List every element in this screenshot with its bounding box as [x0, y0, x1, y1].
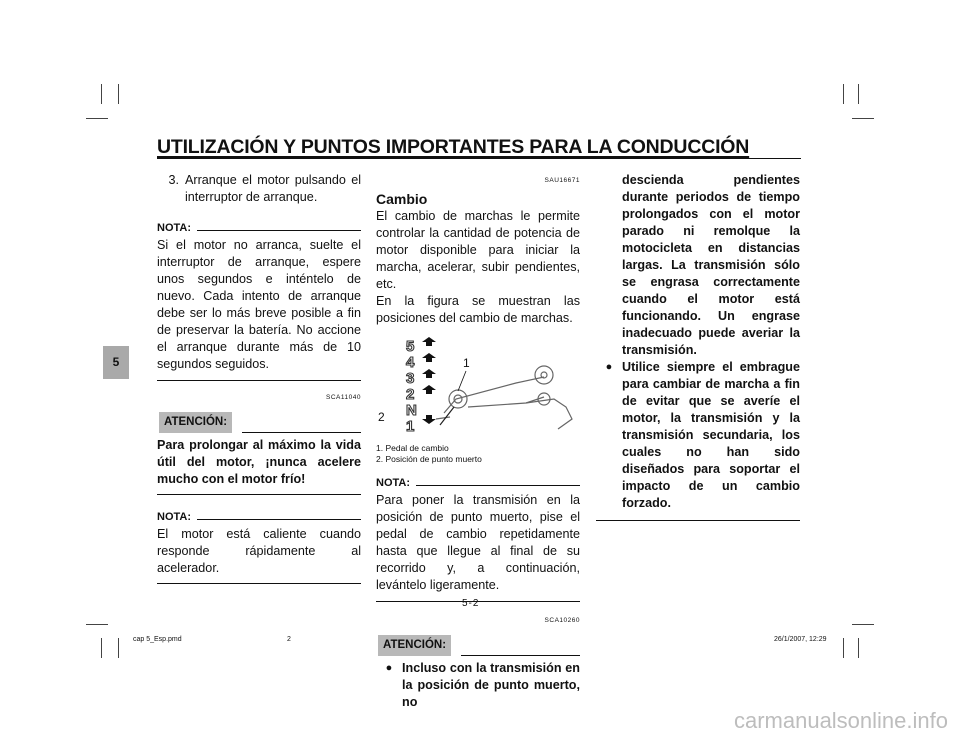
section-code: SAU16671 [544, 177, 580, 184]
bullet-text: descienda pendientes durante periodos de tiempo prolongados con el motor parado ni remolque la motocicleta en distancias largas. La transmisión sólo se engrasa correctamente cuando el motor está funcionando. Un engrase inadecuado puede averiar la transmisión. [622, 173, 800, 357]
page-title: UTILIZACIÓN Y PUNTOS IMPORTANTES PARA LA CONDUCCIÓN [157, 136, 750, 158]
bullet-text: Incluso con la transmisión en la posición de punto muerto, no [402, 661, 580, 709]
note-header [157, 220, 361, 237]
gear-label: N [406, 402, 417, 419]
note-header [157, 509, 361, 526]
crop-mark [858, 84, 859, 104]
footer-page: 2 [287, 636, 291, 643]
column-2 [376, 172, 580, 711]
caption-2: 2. Posición de punto muerto [376, 454, 482, 464]
callout-1: 1 [463, 356, 470, 370]
up-arrow-icon [422, 369, 436, 378]
gear-shift-figure [376, 333, 580, 437]
caution-label: ATENCIÓN: [159, 412, 232, 433]
page-number: 5-2 [462, 598, 480, 609]
step-text: Arranque el motor pulsando el interruptor de arranque. [185, 173, 361, 204]
step-item [157, 172, 361, 206]
note-header [376, 475, 580, 492]
caution-code: SCA11040 [326, 394, 361, 401]
note-rule [197, 230, 361, 231]
up-arrow-icon [422, 353, 436, 362]
caution-bullet-continued [596, 172, 800, 359]
note-text: El motor está caliente cuando responde rápidamente al acelerador. [157, 527, 361, 575]
caution-header [157, 412, 361, 433]
gear-label: 2 [406, 386, 415, 403]
crop-mark [843, 84, 844, 104]
caution-rule [461, 655, 580, 656]
chapter-tab: 5 [103, 346, 129, 379]
crop-mark [86, 118, 108, 119]
bullet-icon: ● [605, 361, 613, 373]
bullet-text: Utilice siempre el embrague para cambiar de marcha a fin de evitar que se averíe el motor, la transmisión y la transmisión secundaria, los cuales no han sido diseñados para soportar el impacto de un cambio forzado. [622, 360, 800, 510]
note-label: NOTA: [376, 477, 411, 489]
gear-label: 1 [406, 418, 415, 435]
footer-date: 26/1/2007, 12:29 [774, 636, 827, 643]
callout-2: 2 [378, 410, 385, 424]
note-rule [416, 485, 580, 486]
footer-file: cap 5_Esp.pmd [133, 636, 182, 643]
crop-mark [118, 84, 119, 104]
caution-end-rule [596, 520, 800, 521]
caution-bullet [596, 359, 800, 512]
up-arrow-icon [422, 337, 436, 346]
step-number: 3. [168, 173, 179, 187]
note-label: NOTA: [157, 222, 192, 234]
up-arrow-icon [422, 385, 436, 394]
note-rule [197, 519, 361, 520]
crop-mark [86, 624, 108, 625]
caution-rule [242, 432, 361, 433]
caution-end-rule [157, 494, 361, 495]
gear-label: 5 [406, 338, 415, 355]
caution-code: SCA10260 [544, 617, 580, 624]
caution-label: ATENCIÓN: [378, 635, 451, 656]
column-3 [596, 172, 800, 521]
note-label: NOTA: [157, 511, 192, 523]
down-arrow-icon [422, 415, 436, 424]
caution-text: Para prolongar al máximo la vida útil del motor, ¡nunca acelere mucho con el motor frío! [157, 438, 361, 486]
note-end-rule [157, 380, 361, 381]
caution-header [376, 635, 580, 656]
crop-mark [852, 118, 874, 119]
note-end-rule [157, 583, 361, 584]
crop-mark [852, 624, 874, 625]
bullet-icon: ● [385, 662, 393, 674]
crop-mark [101, 638, 102, 658]
crop-mark [101, 84, 102, 104]
caption-1: 1. Pedal de cambio [376, 443, 449, 453]
watermark: carmanualsonline.info [733, 708, 948, 733]
column-1 [157, 172, 361, 584]
section-title: Cambio [376, 191, 428, 207]
crop-mark [843, 638, 844, 658]
note-text: Para poner la transmisión en la posición de punto muerto, pise el pedal de cambio repetidamente hasta que llegue al final de su recorrido y, a continuación, levántelo ligeramente. [376, 493, 580, 592]
callout-1-leader [458, 371, 466, 391]
crop-mark [858, 638, 859, 658]
title-rule [157, 158, 801, 159]
caution-bullet [376, 660, 580, 711]
section-body: El cambio de marchas le permite controlar la cantidad de potencia de motor disponible para iniciar la marcha, acelerar, subir pendientes, etc. En la figura se muestran las posiciones del cambio de marchas. [376, 209, 580, 325]
figure-captions [376, 443, 580, 465]
note-text: Si el motor no arranca, suelte el interruptor de arranque, espere unos segundos e inténtelo de nuevo. Cada intento de arranque debe ser lo más breve posible a fin de preservar la batería. No accione el arranque durante más de 10 segundos seguidos. [157, 238, 361, 371]
gear-label: 3 [406, 370, 415, 387]
crop-mark [118, 638, 119, 658]
gear-label: 4 [406, 354, 415, 371]
